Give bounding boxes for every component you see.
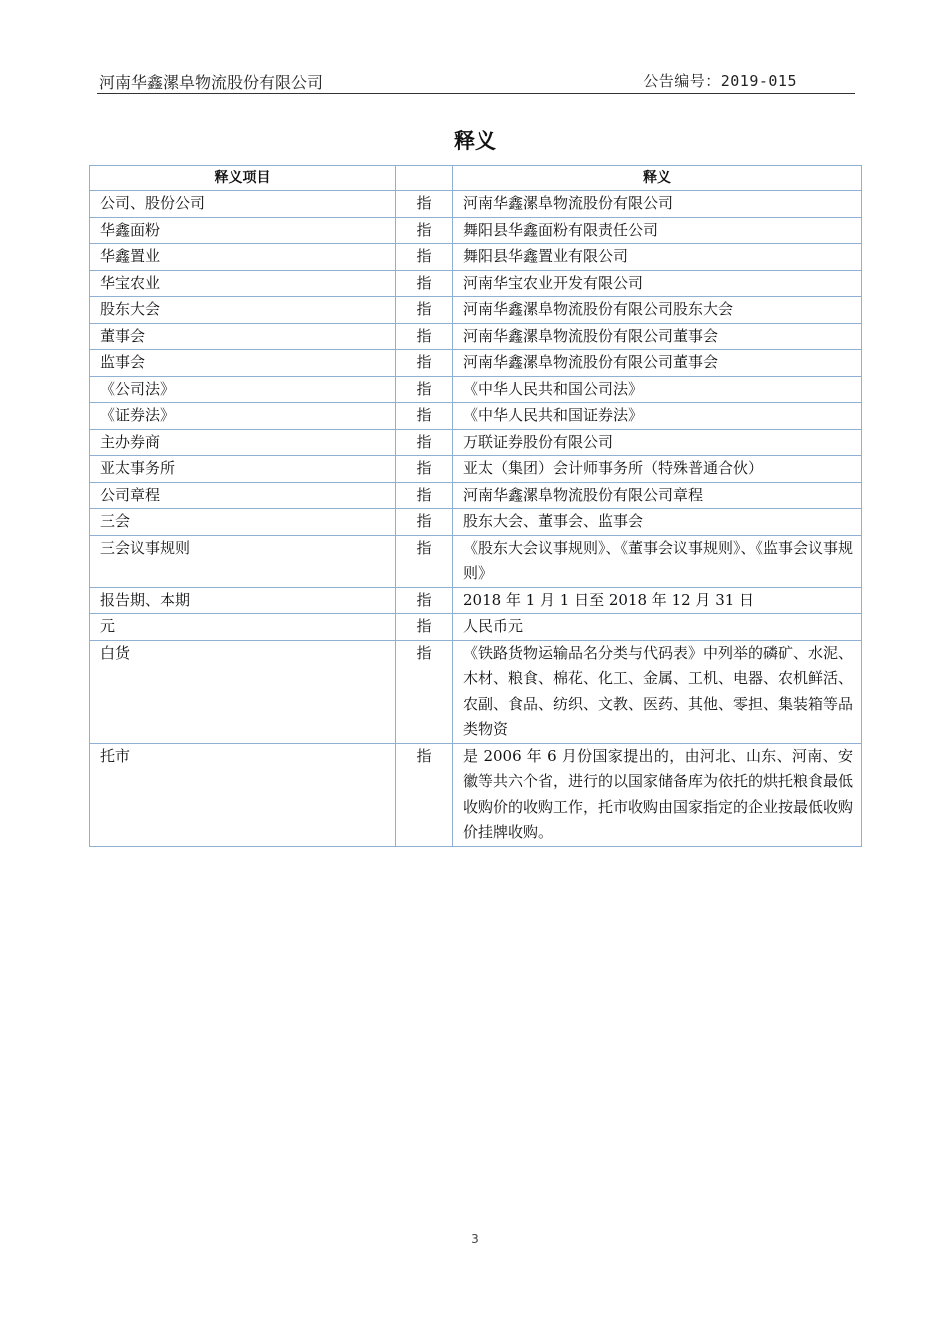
table-row	[90, 217, 862, 244]
term-cell: 报告期、本期	[90, 587, 396, 614]
term-cell: 公司、股份公司	[90, 191, 396, 218]
term-cell: 华鑫面粉	[90, 217, 396, 244]
table-row	[90, 244, 862, 271]
definition-cell: 河南华鑫漯阜物流股份有限公司股东大会	[453, 297, 862, 324]
term-cell: 公司章程	[90, 482, 396, 509]
header-ref	[396, 166, 453, 191]
ref-cell: 指	[396, 323, 453, 350]
ref-cell: 指	[396, 743, 453, 846]
ref-cell: 指	[396, 403, 453, 430]
definition-cell: 河南华鑫漯阜物流股份有限公司章程	[453, 482, 862, 509]
ref-cell: 指	[396, 535, 453, 587]
table-row	[90, 587, 862, 614]
definition-cell: 万联证券股份有限公司	[453, 429, 862, 456]
term-cell: 监事会	[90, 350, 396, 377]
term-cell: 三会	[90, 509, 396, 536]
term-cell: 《证券法》	[90, 403, 396, 430]
header-company-name: 河南华鑫漯阜物流股份有限公司	[99, 73, 324, 92]
ref-cell: 指	[396, 456, 453, 483]
table-row	[90, 482, 862, 509]
ref-cell: 指	[396, 217, 453, 244]
ref-cell: 指	[396, 587, 453, 614]
ref-cell: 指	[396, 482, 453, 509]
definition-cell: 《中华人民共和国证券法》	[453, 403, 862, 430]
ref-cell: 指	[396, 350, 453, 377]
ref-cell: 指	[396, 640, 453, 743]
term-cell: 股东大会	[90, 297, 396, 324]
header-definition: 释义	[453, 166, 862, 191]
ref-cell: 指	[396, 376, 453, 403]
table-row	[90, 297, 862, 324]
definition-cell: 人民币元	[453, 614, 862, 641]
ref-cell: 指	[396, 270, 453, 297]
header-notice-number: 公告编号：2019-015	[643, 72, 797, 90]
term-cell: 托市	[90, 743, 396, 846]
table-row	[90, 640, 862, 743]
definition-cell: 股东大会、董事会、监事会	[453, 509, 862, 536]
page-number: 3	[471, 1232, 479, 1246]
ref-cell: 指	[396, 297, 453, 324]
table-row	[90, 614, 862, 641]
definition-cell: 是 2006 年 6 月份国家提出的，由河北、山东、河南、安徽等共六个省，进行的以国家储备库为依托的烘托粮食最低收购价的收购工作，托市收购由国家指定的企业按最低收购价挂牌收购。	[453, 743, 862, 846]
table-row	[90, 429, 862, 456]
table-header-row	[90, 166, 862, 191]
header-term: 释义项目	[90, 166, 396, 191]
definition-cell: 《铁路货物运输品名分类与代码表》中列举的磷矿、水泥、木材、粮食、棉花、化工、金属、工机、电器、农机鲜活、农副、食品、纺织、文教、医药、其他、零担、集装箱等品类物资	[453, 640, 862, 743]
table-row	[90, 743, 862, 846]
definition-cell: 舞阳县华鑫置业有限公司	[453, 244, 862, 271]
definition-cell: 亚太（集团）会计师事务所（特殊普通合伙）	[453, 456, 862, 483]
term-cell: 三会议事规则	[90, 535, 396, 587]
definition-cell: 河南华宝农业开发有限公司	[453, 270, 862, 297]
ref-cell: 指	[396, 244, 453, 271]
term-cell: 董事会	[90, 323, 396, 350]
term-cell: 亚太事务所	[90, 456, 396, 483]
table-row	[90, 191, 862, 218]
term-cell: 华宝农业	[90, 270, 396, 297]
ref-cell: 指	[396, 429, 453, 456]
table-row	[90, 403, 862, 430]
term-cell: 《公司法》	[90, 376, 396, 403]
page-header	[97, 68, 855, 94]
ref-cell: 指	[396, 614, 453, 641]
definitions-table	[89, 165, 862, 847]
definition-cell: 2018 年 1 月 1 日至 2018 年 12 月 31 日	[453, 587, 862, 614]
table-row	[90, 376, 862, 403]
term-cell: 华鑫置业	[90, 244, 396, 271]
definition-cell: 《中华人民共和国公司法》	[453, 376, 862, 403]
definition-cell: 《股东大会议事规则》、《董事会议事规则》、《监事会议事规则》	[453, 535, 862, 587]
definition-cell: 河南华鑫漯阜物流股份有限公司董事会	[453, 323, 862, 350]
term-cell: 主办券商	[90, 429, 396, 456]
page-title: 释义	[454, 129, 496, 153]
table-body	[90, 191, 862, 847]
table-row	[90, 535, 862, 587]
ref-cell: 指	[396, 509, 453, 536]
term-cell: 元	[90, 614, 396, 641]
ref-cell: 指	[396, 191, 453, 218]
table-row	[90, 323, 862, 350]
definition-cell: 舞阳县华鑫面粉有限责任公司	[453, 217, 862, 244]
table-row	[90, 456, 862, 483]
definition-cell: 河南华鑫漯阜物流股份有限公司	[453, 191, 862, 218]
table-row	[90, 350, 862, 377]
term-cell: 白货	[90, 640, 396, 743]
definition-cell: 河南华鑫漯阜物流股份有限公司董事会	[453, 350, 862, 377]
table-row	[90, 509, 862, 536]
table-row	[90, 270, 862, 297]
